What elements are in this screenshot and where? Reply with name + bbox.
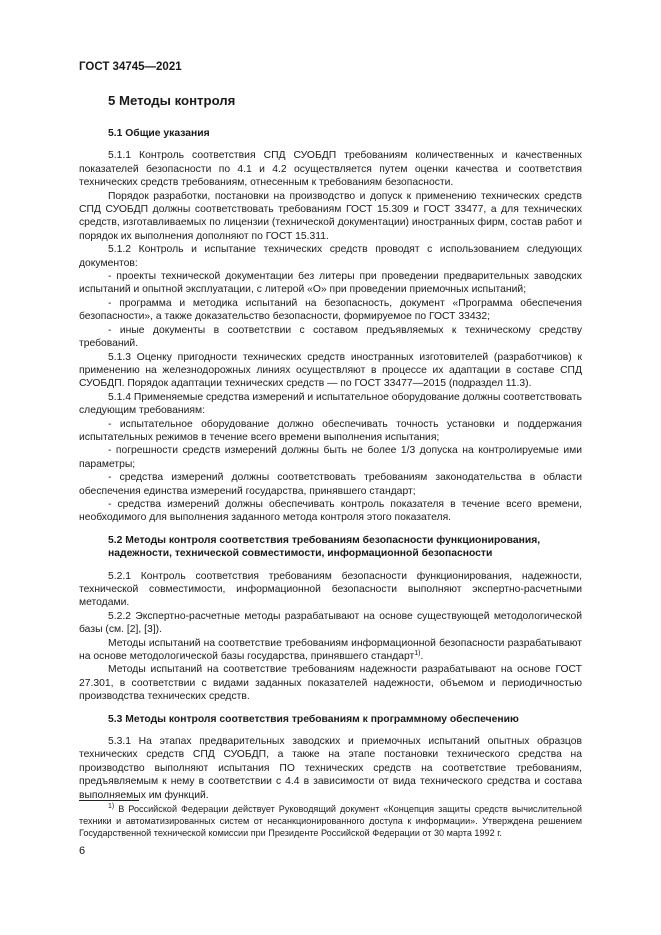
list-item: - программа и методика испытаний на безопасность, документ «Программа обеспечения безопасности», а также доказательство безопасности, формируемое по ГОСТ 33432; — [79, 297, 582, 323]
paragraph-text: Методы испытаний на соответствие требованиям информационной безопасности разрабатывают на основе методологической базы государства, принявшего стандарт — [79, 637, 582, 663]
subsection-title-5-1: 5.1 Общие указания — [108, 128, 210, 139]
footnote-reference: 1) — [414, 650, 421, 658]
list-item: - иные документы в соответствии с составом предъявляемых к техническому средству требований. — [79, 324, 582, 350]
section-title: 5 Методы контроля — [108, 93, 236, 108]
list-item: - средства измерений должны соответствовать требованиям законодательства в области обеспечения единства измерений государства, принявшего стандарт; — [79, 472, 582, 497]
subsection-title-5-2: 5.2 Методы контроля соответствия требованиям безопасности функционирования, надежности, технической совместимости, информационной безопасности — [108, 534, 541, 560]
paragraph: 5.2.1 Контроль соответствия требованиям безопасности функционирования, надежности, технической совместимости, информационной безопасности выполняют экспертно-расчетными методами. — [79, 570, 582, 609]
footnote — [79, 804, 582, 839]
footnote-divider — [79, 800, 139, 801]
paragraph: 5.1.2 Контроль и испытание технических средств проводят с использованием следующих документов: — [79, 244, 582, 269]
footnote-marker: 1) — [108, 803, 115, 810]
paragraph: 5.3.1 На этапах предварительных заводских и приемочных испытаний опытных образцов технических средств СПД СУОБДП, а также на этапе постановки технического средства на производство выполняют испытания ПО технических средств на соответствие требованиям, предъявляемым к нему в соответствии с 4.4 в зависимости от вида технического средства и состава выполняемых им функций. — [79, 736, 582, 801]
subsection-title-5-3: 5.3 Методы контроля соответствия требованиям к программному обеспечению — [108, 713, 519, 725]
section-body — [79, 127, 582, 802]
paragraph: 5.1.3 Оценку пригодности технических средств иностранных изготовителей (разработчиков) к применению на железнодорожных линиях осуществляют в процессе их адаптации в составе СПД СУОБДП. Порядок адаптации технических средств — по ГОСТ 33477—2015 (подраздел 11.3). — [79, 351, 582, 390]
paragraph: Методы испытаний на соответствие требованиям надежности разрабатывают на основе ГОСТ 27.301, в соответствии с видами заданных показателей надежности, объемом и периодичностью производства технических средств. — [79, 664, 582, 703]
list-item: - испытательное оборудование должно обеспечивать точность установки и поддержания испытательных режимов в течение всего времени выполнения испытания; — [79, 418, 582, 443]
list-item: - погрешности средств измерений должны быть не более 1/3 допуска на контролируемые ими параметры; — [79, 445, 582, 470]
document-header: ГОСТ 34745—2021 — [79, 61, 182, 73]
paragraph: 5.2.2 Экспертно-расчетные методы разрабатывают на основе существующей методологической базы (см. [2], [3]). — [79, 610, 582, 636]
paragraph-end: . — [420, 651, 424, 663]
paragraph: 5.1.4 Применяемые средства измерений и испытательное оборудование должны соответствовать следующим требованиям: — [79, 391, 582, 417]
list-item: - средства измерений должны обеспечивать контроль показателя в течение всего времени, необходимого для выполнения заданного метода контроля этого показателя. — [79, 498, 582, 524]
list-item: - проекты технической документации без литеры при проведении предварительных заводских испытаний и опытной эксплуатации, с литерой «О» при проведении приемочных испытаний; — [79, 271, 582, 296]
paragraph: Порядок разработки, постановки на производство и допуск к применению технических средств СПД СУОБДП должны соответствовать требованиям ГОСТ 15.309 и ГОСТ 33477, а для технических средств, изготавливаемых по лицензии (технической документации) иностранных фирм, состав работ и порядок их выполнения дополняют по ГОСТ 15.311. — [79, 190, 582, 242]
paragraph — [79, 637, 582, 664]
paragraph: 5.1.1 Контроль соответствия СПД СУОБДП требованиям количественных и качественных показателей безопасности по 4.1 и 4.2 осуществляется путем оценки качества и соответствия технических средств требованиям, отнесенным к требованиям безопасности. — [79, 150, 582, 189]
footnote-text: В Российской Федерации действует Руководящий документ «Концепция защиты средств вычислительной техники и автоматизированных систем от несанкционированного доступа к информации». Утверждена решением Государственной технической комиссии при Президенте Российской Федерации от 30 марта 1992 г. — [79, 804, 582, 838]
page-number: 6 — [79, 845, 86, 857]
